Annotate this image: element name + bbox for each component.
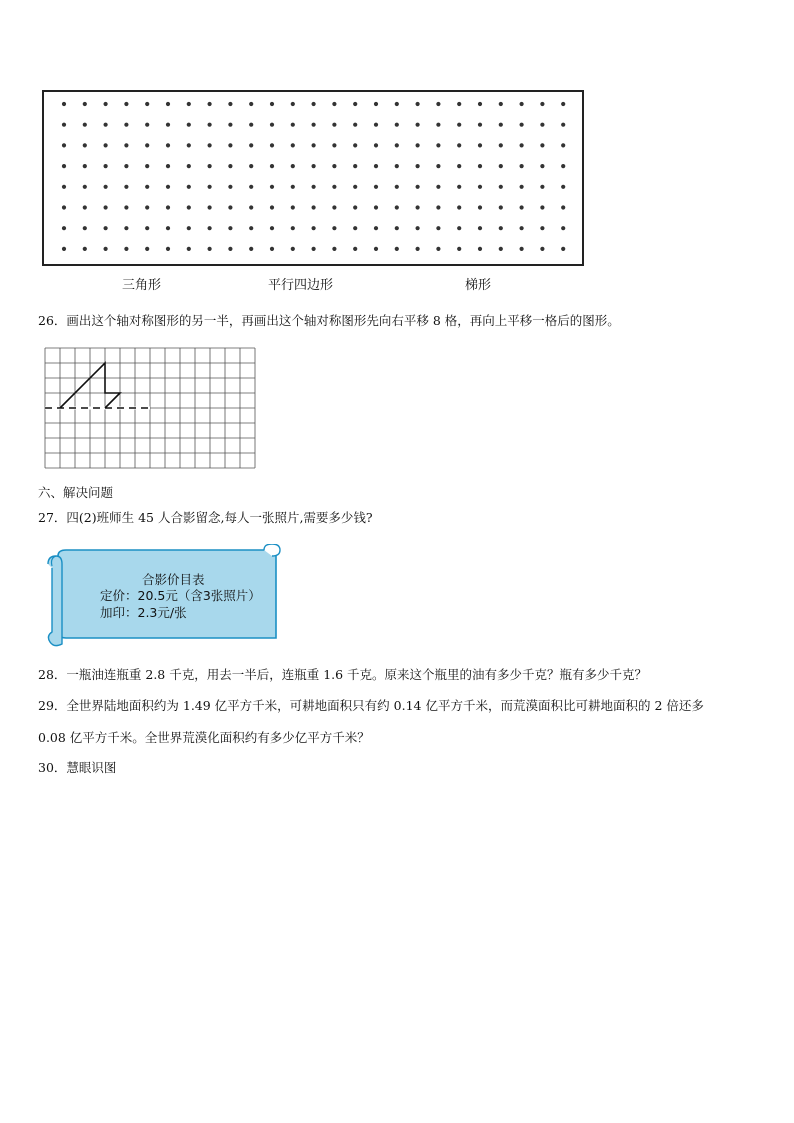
grid-dot: [374, 205, 378, 209]
grid-dot: [249, 226, 253, 230]
grid-dot: [520, 185, 524, 189]
grid-dot: [124, 226, 128, 230]
grid-dot: [249, 247, 253, 251]
grid-dot: [104, 247, 108, 251]
grid-dot: [249, 164, 253, 168]
grid-dot: [436, 143, 440, 147]
grid-dot: [478, 226, 482, 230]
grid-dot: [499, 247, 503, 251]
grid-dot: [291, 247, 295, 251]
grid-dot: [62, 205, 66, 209]
grid-dot: [520, 123, 524, 127]
grid-dot: [166, 205, 170, 209]
grid-dot: [332, 205, 336, 209]
grid-dot: [416, 226, 420, 230]
grid-dot: [291, 185, 295, 189]
grid-dot: [249, 185, 253, 189]
grid-dot: [208, 205, 212, 209]
grid-dot: [478, 123, 482, 127]
grid-dot: [520, 102, 524, 106]
grid-dot: [561, 185, 565, 189]
grid-dot: [416, 185, 420, 189]
grid-dot: [228, 164, 232, 168]
grid-dot: [208, 226, 212, 230]
grid-dot: [436, 185, 440, 189]
grid-dot: [291, 143, 295, 147]
grid-dot: [374, 247, 378, 251]
section-title: 六、解决问题: [38, 485, 114, 500]
grid-dot: [166, 123, 170, 127]
grid-dot: [270, 226, 274, 230]
grid-dot: [208, 102, 212, 106]
grid-dot: [124, 247, 128, 251]
grid-dot: [416, 205, 420, 209]
grid-dot: [374, 123, 378, 127]
grid-dot: [395, 205, 399, 209]
grid-dot: [145, 226, 149, 230]
grid-dot: [436, 102, 440, 106]
grid-dot: [83, 205, 87, 209]
question-26: 26．画出这个轴对称图形的另一半，再画出这个轴对称图形先向右平移 8 格，再向上平移一格后的图形。: [38, 313, 620, 328]
grid-dot: [208, 247, 212, 251]
grid-dot: [353, 102, 357, 106]
grid-dot: [520, 164, 524, 168]
grid-dot: [395, 143, 399, 147]
grid-dot: [395, 102, 399, 106]
grid-dot: [436, 247, 440, 251]
grid-dot: [62, 143, 66, 147]
grid-dot: [228, 143, 232, 147]
grid-dot: [416, 164, 420, 168]
grid-dot: [166, 247, 170, 251]
grid-dot: [124, 164, 128, 168]
question-29-line1: 29．全世界陆地面积约为 1.49 亿平方千米，可耕地面积只有约 0.14 亿平方千米，而荒漠面积比可耕地面积的 2 倍还多: [38, 698, 704, 713]
grid-dot: [540, 226, 544, 230]
grid-dot: [395, 164, 399, 168]
grid-dot: [457, 205, 461, 209]
grid-dot: [499, 205, 503, 209]
grid-dot: [291, 164, 295, 168]
grid-dot: [540, 247, 544, 251]
grid-dot: [457, 226, 461, 230]
grid-dot: [353, 143, 357, 147]
grid-dot: [332, 102, 336, 106]
grid-dot: [187, 102, 191, 106]
grid-dot: [291, 123, 295, 127]
grid-dot: [312, 164, 316, 168]
grid-dot: [228, 226, 232, 230]
grid-dot: [249, 102, 253, 106]
grid-dot: [270, 164, 274, 168]
grid-dot: [270, 205, 274, 209]
grid-dot: [332, 226, 336, 230]
grid-dot: [312, 102, 316, 106]
grid-dot: [83, 123, 87, 127]
grid-dot: [62, 226, 66, 230]
grid-dot: [353, 226, 357, 230]
grid-dot: [187, 123, 191, 127]
grid-dot: [62, 247, 66, 251]
grid-dot: [208, 143, 212, 147]
grid-dot: [187, 226, 191, 230]
grid-dot: [145, 123, 149, 127]
grid-dot: [457, 164, 461, 168]
grid-dot: [291, 205, 295, 209]
grid-dot: [270, 185, 274, 189]
grid-dot: [436, 164, 440, 168]
grid-dot: [166, 164, 170, 168]
grid-dot: [312, 205, 316, 209]
price-scroll: [40, 544, 284, 654]
grid-dot: [270, 143, 274, 147]
grid-dot: [478, 102, 482, 106]
grid-dot: [208, 185, 212, 189]
grid-dot: [312, 226, 316, 230]
question-28: 28．一瓶油连瓶重 2.8 千克，用去一半后，连瓶重 1.6 千克。原来这个瓶里的油有多少千克？瓶有多少千克？: [38, 667, 648, 682]
grid-dot: [270, 123, 274, 127]
grid-dot: [145, 164, 149, 168]
grid-dot: [561, 123, 565, 127]
grid-dot: [353, 164, 357, 168]
grid-dot: [187, 247, 191, 251]
grid-dot: [540, 185, 544, 189]
grid-dot: [145, 102, 149, 106]
grid-dot: [436, 123, 440, 127]
grid-dot: [561, 247, 565, 251]
grid-dot: [478, 205, 482, 209]
grid-dot: [520, 143, 524, 147]
scroll-reprint-line: 加印：2.3元/张: [100, 605, 187, 620]
grid-dot: [145, 143, 149, 147]
grid-dot: [124, 185, 128, 189]
grid-dot: [478, 143, 482, 147]
grid-dot: [270, 247, 274, 251]
grid-dot: [104, 164, 108, 168]
grid-dot: [332, 247, 336, 251]
grid-dot: [208, 123, 212, 127]
grid-dot: [561, 143, 565, 147]
grid-dot: [353, 247, 357, 251]
grid-dot: [249, 205, 253, 209]
grid-dot: [457, 102, 461, 106]
dot-grid: [44, 92, 582, 264]
caption-triangle: 三角形: [122, 278, 162, 293]
grid-dot: [187, 185, 191, 189]
grid-dot: [228, 247, 232, 251]
grid-dot: [499, 164, 503, 168]
grid-dot: [374, 185, 378, 189]
grid-dot: [561, 164, 565, 168]
grid-dot: [374, 226, 378, 230]
grid-dot: [395, 247, 399, 251]
grid-dot: [104, 143, 108, 147]
grid-dot: [540, 102, 544, 106]
grid-dot: [83, 226, 87, 230]
grid-dot: [166, 226, 170, 230]
grid-dot: [62, 102, 66, 106]
grid-dot: [208, 164, 212, 168]
grid-dot: [312, 247, 316, 251]
grid-dot: [291, 226, 295, 230]
grid-dot: [83, 247, 87, 251]
grid-dot: [353, 205, 357, 209]
grid-dot: [312, 143, 316, 147]
grid-dot: [374, 164, 378, 168]
grid-dot: [187, 143, 191, 147]
grid-dot: [540, 143, 544, 147]
grid-dot: [416, 247, 420, 251]
grid-dot: [332, 123, 336, 127]
grid-dot: [312, 185, 316, 189]
grid-dot: [228, 123, 232, 127]
grid-dot: [457, 143, 461, 147]
grid-dot: [457, 185, 461, 189]
grid-dot: [145, 205, 149, 209]
grid-dot: [124, 123, 128, 127]
caption-trapezoid: 梯形: [465, 278, 492, 293]
dot-grid-box: [42, 90, 584, 266]
grid-dot: [249, 143, 253, 147]
grid-dot: [395, 123, 399, 127]
grid-dot: [83, 164, 87, 168]
scroll-price-line: 定价：20.5元（含3张照片）: [100, 588, 261, 603]
grid-dot: [374, 102, 378, 106]
grid-dot: [353, 123, 357, 127]
grid-dot: [540, 205, 544, 209]
grid-dot: [332, 185, 336, 189]
grid-dot: [145, 247, 149, 251]
grid-dot: [499, 102, 503, 106]
grid-dot: [520, 247, 524, 251]
grid-dot: [457, 123, 461, 127]
grid-dot: [104, 205, 108, 209]
grid-dot: [540, 123, 544, 127]
grid-dot: [332, 164, 336, 168]
grid-dot: [499, 143, 503, 147]
grid-dot: [416, 102, 420, 106]
grid-dot: [104, 102, 108, 106]
grid-dot: [62, 185, 66, 189]
grid-dot: [395, 185, 399, 189]
caption-parallelogram: 平行四边形: [268, 278, 334, 293]
grid-dot: [374, 143, 378, 147]
grid-dot: [561, 102, 565, 106]
grid-dot: [499, 226, 503, 230]
grid-dot: [187, 205, 191, 209]
grid-dot: [249, 123, 253, 127]
grid-dot: [228, 185, 232, 189]
grid-dot: [83, 102, 87, 106]
grid-dot: [83, 185, 87, 189]
grid-dot: [228, 102, 232, 106]
grid-dot: [104, 123, 108, 127]
grid-dot: [416, 123, 420, 127]
grid-dot: [104, 185, 108, 189]
grid-dot: [520, 205, 524, 209]
grid-dot: [478, 185, 482, 189]
grid-dot: [145, 185, 149, 189]
question-30: 30．慧眼识图: [38, 760, 117, 775]
grid-dot: [561, 205, 565, 209]
grid-dot: [166, 143, 170, 147]
scroll-title: 合影价目表: [142, 572, 205, 587]
grid-dot: [270, 102, 274, 106]
grid-dot: [520, 226, 524, 230]
grid-dot: [478, 247, 482, 251]
grid-dot: [478, 164, 482, 168]
grid-dot: [436, 226, 440, 230]
grid-dot: [104, 226, 108, 230]
grid-dot: [62, 123, 66, 127]
square-grid: [44, 347, 258, 473]
grid-dot: [124, 102, 128, 106]
grid-dot: [353, 185, 357, 189]
grid-dot: [457, 247, 461, 251]
grid-dot: [228, 205, 232, 209]
grid-dot: [499, 123, 503, 127]
question-29-line2: 0.08 亿平方千米。全世界荒漠化面积约有多少亿平方千米？: [38, 730, 370, 745]
grid-dot: [416, 143, 420, 147]
grid-dot: [166, 102, 170, 106]
grid-dot: [291, 102, 295, 106]
grid-dot: [540, 164, 544, 168]
grid-dot: [166, 185, 170, 189]
grid-dot: [124, 143, 128, 147]
grid-dot: [187, 164, 191, 168]
grid-dot: [124, 205, 128, 209]
grid-dot: [332, 143, 336, 147]
grid-dot: [436, 205, 440, 209]
grid-dot: [499, 185, 503, 189]
grid-dot: [395, 226, 399, 230]
question-27: 27．四(2)班师生 45 人合影留念,每人一张照片,需要多少钱?: [38, 510, 373, 525]
grid-dot: [561, 226, 565, 230]
grid-dot: [62, 164, 66, 168]
grid-dot: [312, 123, 316, 127]
square-grid-figure: [44, 347, 258, 469]
grid-dot: [83, 143, 87, 147]
